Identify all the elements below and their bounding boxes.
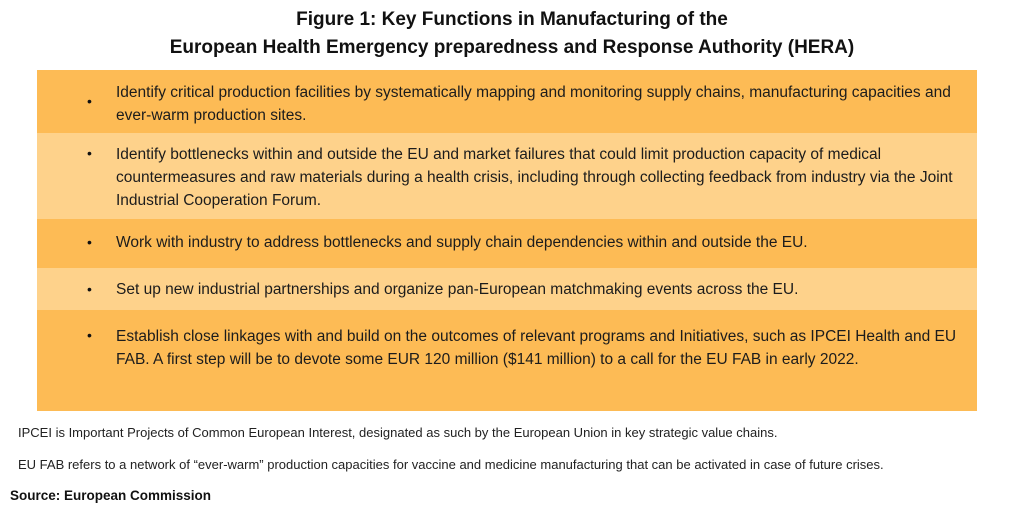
functions-table (37, 70, 977, 411)
function-text: Set up new industrial partnerships and organize pan-European matchmaking events across the EU. (116, 281, 799, 298)
footnote-eu-fab: EU FAB refers to a network of “ever-warm” production capacities for vaccine and medicine manufacturing that can be activated in case of future crises. (18, 457, 884, 472)
figure-title (0, 6, 1024, 62)
function-row-4 (37, 268, 977, 310)
bullet-icon: • (87, 145, 92, 161)
figure-title-line-1: Figure 1: Key Functions in Manufacturing of the (296, 9, 728, 30)
function-text: Identify bottlenecks within and outside the EU and market failures that could limit production capacity of medical countermeasures and raw materials during a health crisis, including through collecting feedback from industry via the Joint Industrial Cooperation Forum. (116, 146, 953, 209)
footnote-ipcei: IPCEI is Important Projects of Common European Interest, designated as such by the European Union in key strategic value chains. (18, 425, 778, 440)
function-row-1 (37, 70, 977, 133)
bullet-icon: • (87, 327, 92, 343)
bullet-icon: • (87, 93, 92, 109)
function-row-5 (37, 310, 977, 411)
function-text: Identify critical production facilities by systematically mapping and monitoring supply chains, manufacturing capacities and ever-warm production sites. (116, 84, 951, 124)
source-credit: Source: European Commission (10, 488, 212, 503)
function-text: Work with industry to address bottlenecks and supply chain dependencies within and outside the EU. (116, 234, 808, 251)
function-text: Establish close linkages with and build on the outcomes of relevant programs and Initiatives, such as IPCEI Health and EU FAB. A first step will be to devote some EUR 120 million ($141 million) to a call for the EU FAB in early 2022. (116, 328, 957, 368)
function-row-3 (37, 219, 977, 268)
figure-title-line-2: European Health Emergency preparedness and Response Authority (HERA) (169, 37, 855, 58)
bullet-icon: • (87, 234, 92, 250)
bullet-icon: • (87, 281, 92, 297)
function-row-2 (37, 133, 977, 219)
